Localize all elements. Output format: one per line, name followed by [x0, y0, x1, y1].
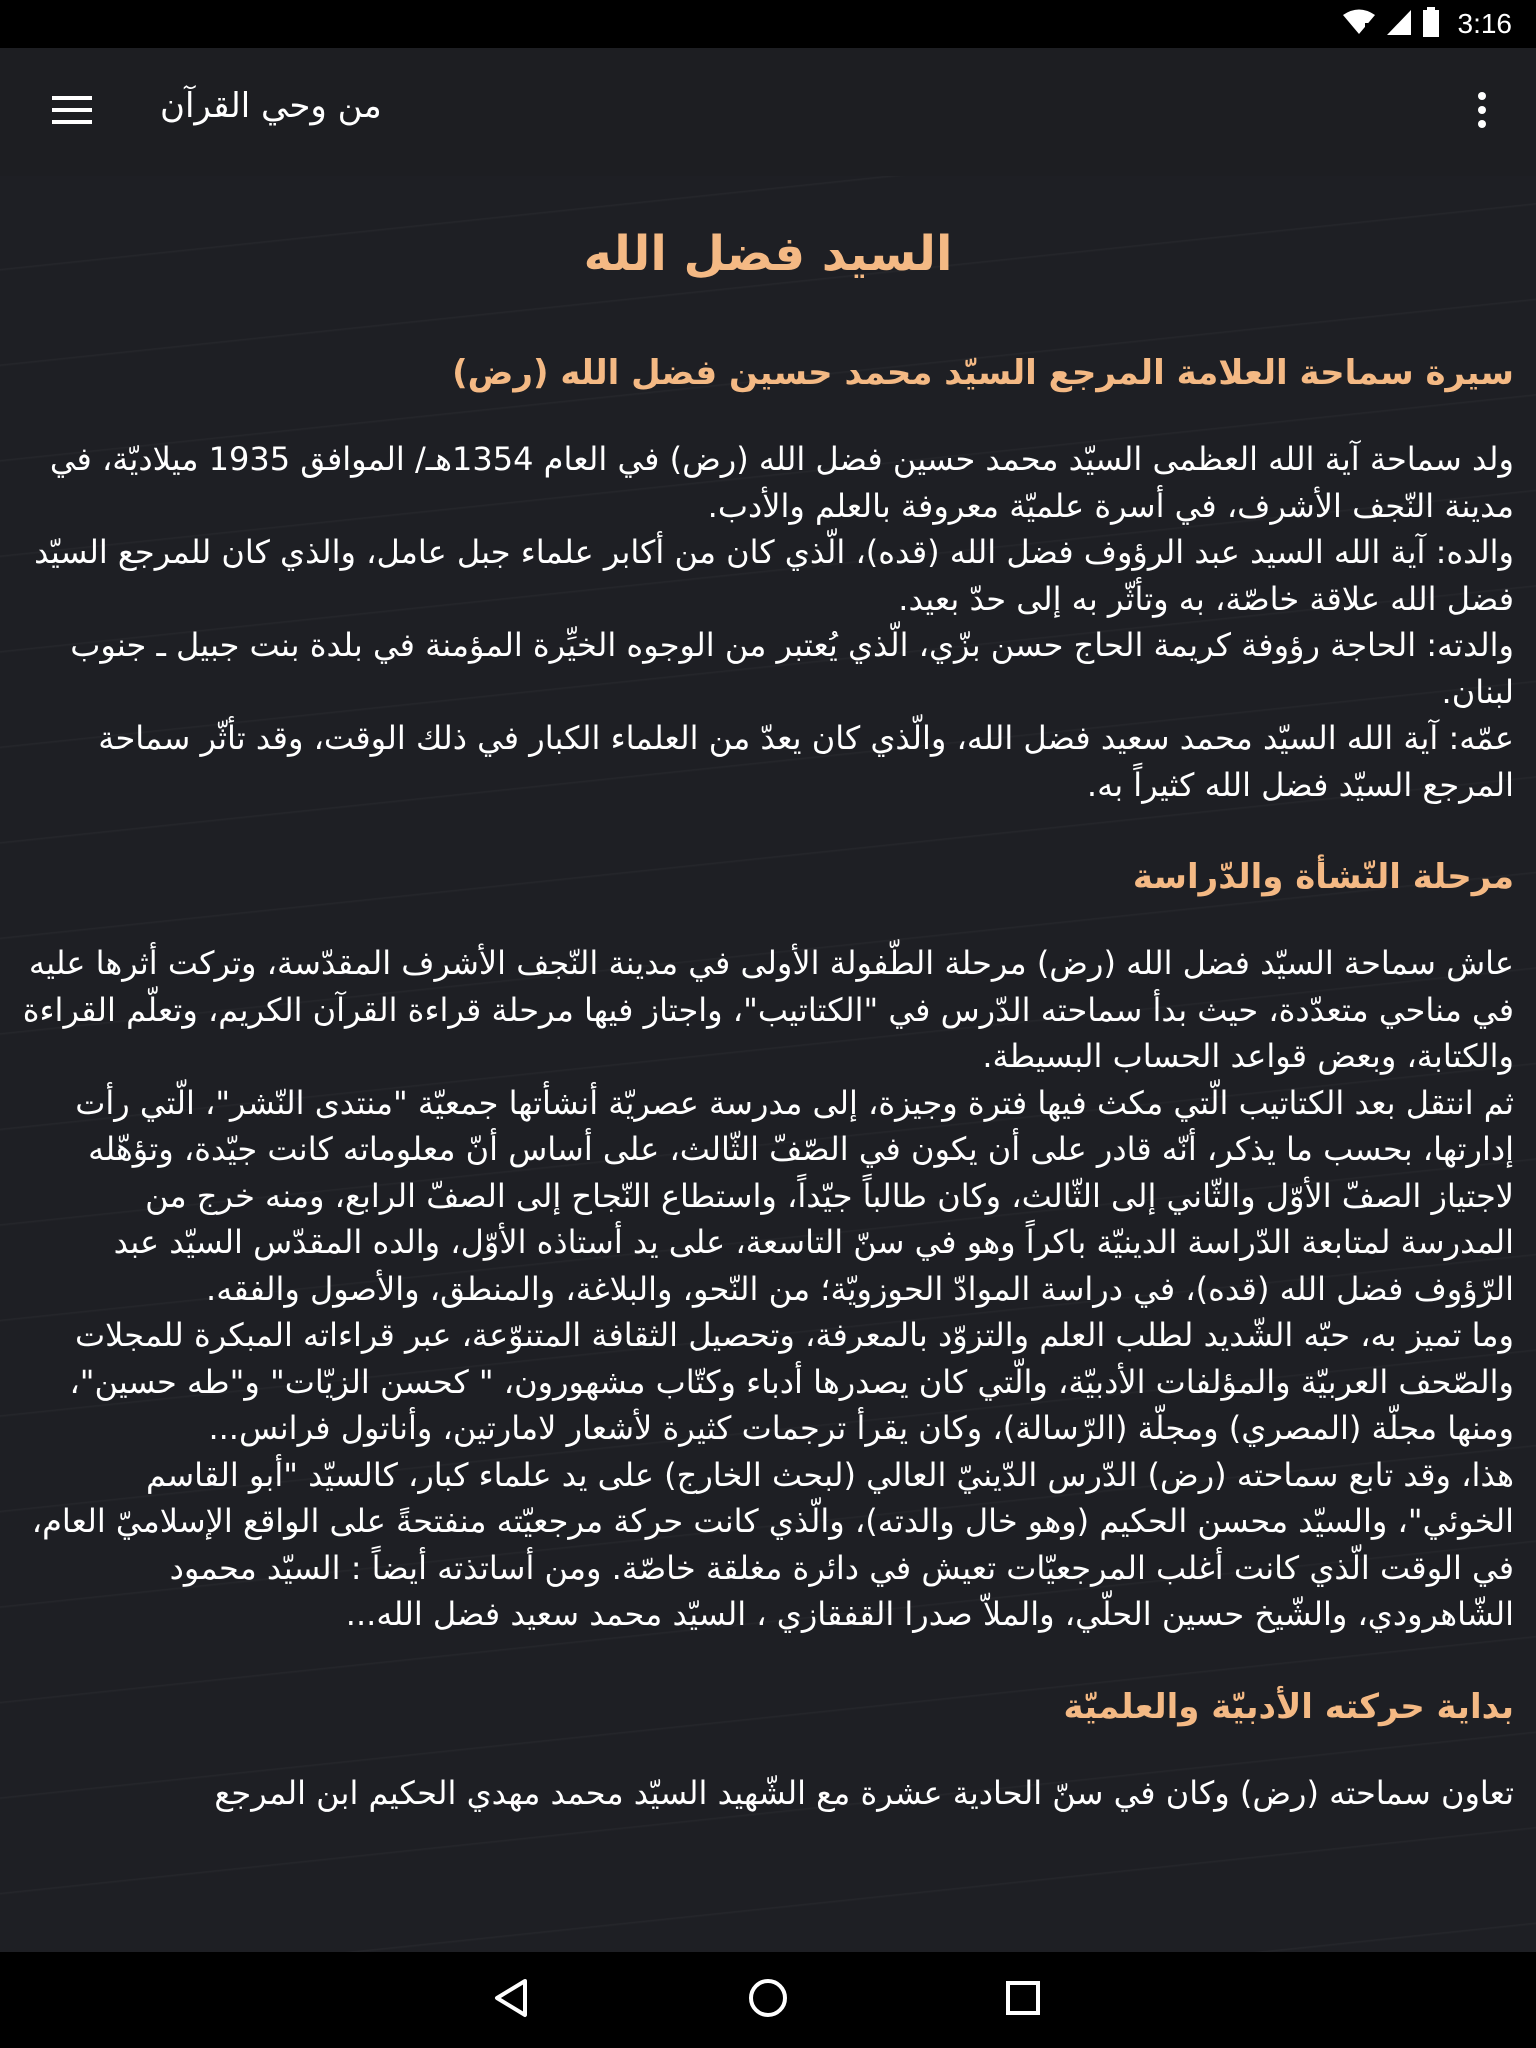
hamburger-menu-icon	[52, 95, 92, 129]
paragraph: ثم انتقل بعد الكتاتيب الّتي مكث فيها فترة وجيزة، إلى مدرسة عصريّة أنشأتها جمعيّة "منتدى النّشر"، الّتي رأت إدارتها، بحسب ما يذكر، أنّه قادر على أن يكون في الصّفّ الثّالث، على أساس أنّ معلوماته كانت جيّدة، وتؤهّله لاجتياز الصفّ الأوّل والثّاني إلى الثّالث، وكان طالباً جيّداً، واستطاع النّجاح إلى الصفّ الرابع، ومنه خرج من المدرسة لمتابعة الدّراسة الدينيّة باكراً وهو في سنّ التاسعة، على يد أستاذه الأوّل، والده المقدّس السيّد عبد الرّؤوف فضل الله (قده)، في دراسة الموادّ الحوزويّة؛ من النّحو، والبلاغة، والمنطق، والأصول والفقه.	[75, 1083, 1514, 1308]
home-circle-icon	[748, 1978, 788, 2022]
recents-square-icon	[1005, 1980, 1041, 2020]
section-heading: بداية حركته الأدبيّة والعلميّة	[1063, 1686, 1514, 1727]
app-title: من وحي القرآن	[160, 86, 382, 126]
back-triangle-icon	[493, 1978, 529, 2022]
status-time: 3:16	[1457, 8, 1512, 39]
paragraph: والدته: الحاجة رؤوفة كريمة الحاج حسن بزّي، الّذي يُعتبر من الوجوه الخيِّرة المؤمنة في بلدة بنت جبيل ـ جنوب لبنان.	[70, 626, 1514, 711]
battery-icon	[1422, 7, 1440, 41]
status-bar	[0, 0, 1536, 48]
paragraph: عمّه: آية الله السيّد محمد سعيد فضل الله، والّذي كان يعدّ من العلماء الكبار في ذلك الوقت، وقد تأثّر سماحة المرجع السيّد فضل الله كثيراً به.	[98, 719, 1514, 804]
section-heading: سيرة سماحة العلامة المرجع السيّد محمد حسين فضل الله (رض)	[452, 353, 1514, 393]
page-title: السيد فضل الله	[583, 226, 953, 282]
navigation-bar	[0, 1952, 1536, 2048]
section-heading: مرحلة النّشأة والدّراسة	[1132, 857, 1514, 897]
back-button[interactable]	[481, 1970, 541, 2030]
paragraph: والده: آية الله السيد عبد الرؤوف فضل الله (قده)، الّذي كان من أكابر علماء جبل عامل، والذي كان للمرجع السيّد فضل الله علاقة خاصّة، به وتأثّر به إلى حدّ بعيد.	[34, 533, 1514, 618]
paragraph: تعاون سماحته (رض) وكان في سنّ الحادية عشرة مع الشّهيد السيّد محمد مهدي الحكيم ابن المرجع	[214, 1773, 1514, 1812]
menu-button[interactable]	[32, 78, 112, 146]
paragraph: هذا، وقد تابع سماحته (رض) الدّرس الدّينيّ العالي (لبحث الخارج) على يد علماء كبار، كالسيّد "أبو القاسم الخوئي"، والسيّد محسن الحكيم (وهو خال والدته)، والّذي كانت حركة مرجعيّته منفتحةً على الواقع الإسلاميّ العام، في الوقت الّذي كانت أغلب المرجعيّات تعيش في دائرة مغلقة خاصّة. ومن أساتذته أيضاً : السيّد محمود الشّاهرودي، والشّيخ حسين الحلّي، والملاّ صدرا القفقازي ، السيّد محمد سعيد فضل الله...	[31, 1455, 1514, 1633]
status-icons	[1342, 0, 1513, 48]
recents-button[interactable]	[993, 1970, 1053, 2030]
wifi-icon	[1342, 8, 1376, 40]
cell-signal-icon	[1386, 8, 1412, 40]
more-vert-icon	[1477, 92, 1487, 132]
document	[0, 216, 1536, 1816]
paragraph: وما تميز به، حبّه الشّديد لطلب العلم والتزوّد بالمعرفة، وتحصيل الثقافة المتنوّعة، عبر قراءاته المبكرة للمجلات والصّحف العربيّة والمؤلفات الأدبيّة، والّتي كان يصدرها أدباء وكتّاب مشهورون، " كحسن الزيّات" و"طه حسين"، ومنها مجلّة (المصري) ومجلّة (الرّسالة)، وكان يقرأ ترجمات كثيرة لأشعار لامارتين، وأناتول فرانس...	[69, 1316, 1514, 1447]
home-button[interactable]	[738, 1970, 798, 2030]
content-scroll-area[interactable]	[0, 176, 1536, 1952]
overflow-menu-button[interactable]	[1452, 78, 1512, 146]
app-bar	[0, 48, 1536, 176]
paragraph: عاش سماحة السيّد فضل الله (رض) مرحلة الطّفولة الأولى في مدينة النّجف الأشرف المقدّسة، وتركت أثرها عليه في مناحي متعدّدة، حيث بدأ سماحته الدّرس في "الكتاتيب"، واجتاز فيها مرحلة قراءة القرآن الكريم، وتعلّم القراءة والكتابة، وبعض قواعد الحساب البسيطة.	[22, 944, 1514, 1075]
paragraph: ولد سماحة آية الله العظمى السيّد محمد حسين فضل الله (رض) في العام 1354هـ/ الموافق 1935 ميلاديّة، في مدينة النّجف الأشرف، في أسرة علميّة معروفة بالعلم والأدب.	[49, 440, 1514, 525]
